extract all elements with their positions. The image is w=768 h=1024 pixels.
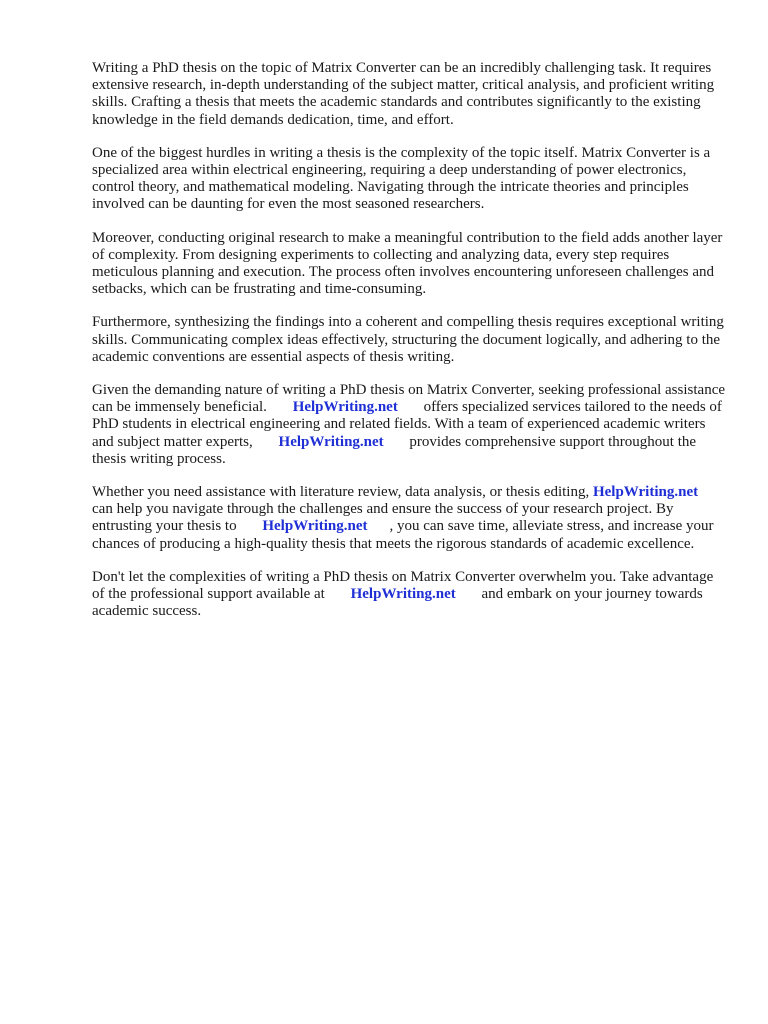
paragraph-text: provides comprehensive support throughout the thesis writing process. [92, 433, 697, 467]
paragraph-text: Don't let the complexities of writing a PhD thesis on Matrix Converter overwhelm you. Take advantage of the professional support available at [92, 568, 714, 603]
paragraph-text: Moreover, conducting original research to make a meaningful contribution to the field adds another layer of complexity. From designing experiments to collecting and analyzing data, every step requires meticulous planning and execution. The process often involves encountering unforeseen challenges and setbacks, which can be frustrating and time-consuming. [92, 229, 723, 298]
helpwriting-link[interactable]: HelpWriting.net [262, 518, 368, 535]
paragraph-text: , you can save time, alleviate stress, and increase your chances of producing a high-quality thesis that meets the rigorous standards of academic excellence. [92, 518, 714, 552]
paragraph-text: and embark on your journey towards academic success. [92, 586, 703, 620]
paragraph-whether [92, 484, 728, 553]
helpwriting-link[interactable]: HelpWriting.net [292, 399, 398, 416]
helpwriting-link[interactable]: HelpWriting.net [592, 484, 699, 501]
helpwriting-link[interactable]: HelpWriting.net [278, 433, 384, 450]
paragraph-text: Writing a PhD thesis on the topic of Matrix Converter can be an incredibly challenging task. It requires extensive research, in-depth understanding of the subject matter, critical analysis, and proficient writing skills. Crafting a thesis that meets the academic standards and contributes significantly to the existing knowledge in the field demands dedication, time, and effort. [92, 60, 715, 128]
paragraph-synthesis [92, 314, 728, 366]
paragraph-text: Given the demanding nature of writing a PhD thesis on Matrix Converter, seeking professional assistance can be immensely beneficial. [92, 382, 726, 416]
paragraph-text: can help you navigate through the challenges and ensure the success of your research project. By entrusting your thesis to [92, 501, 674, 535]
helpwriting-link[interactable]: HelpWriting.net [350, 586, 456, 603]
document-body [92, 60, 728, 636]
paragraph-text: Whether you need assistance with literature review, data analysis, or thesis editing, [92, 484, 590, 501]
paragraph-research [92, 230, 728, 299]
paragraph-closing [92, 569, 728, 621]
paragraph-text: One of the biggest hurdles in writing a thesis is the complexity of the topic itself. Matrix Converter is a specialized area within electrical engineering, requiring a deep understanding of power electronics, control theory, and mathematical modeling. Navigating through the intricate theories and principles involved can be daunting for even the most seasoned researchers. [92, 144, 711, 213]
paragraph-intro [92, 60, 728, 129]
paragraph-text: offers specialized services tailored to the needs of PhD students in electrical engineering and related fields. With a team of experienced academic writers and subject matter experts, [92, 399, 722, 450]
paragraph-complexity [92, 145, 728, 214]
paragraph-assistance [92, 382, 728, 468]
paragraph-text: Furthermore, synthesizing the findings into a coherent and compelling thesis requires exceptional writing skills. Communicating complex ideas effectively, structuring the document logically, and adhering to the academic conventions are essential aspects of thesis writing. [92, 314, 724, 365]
